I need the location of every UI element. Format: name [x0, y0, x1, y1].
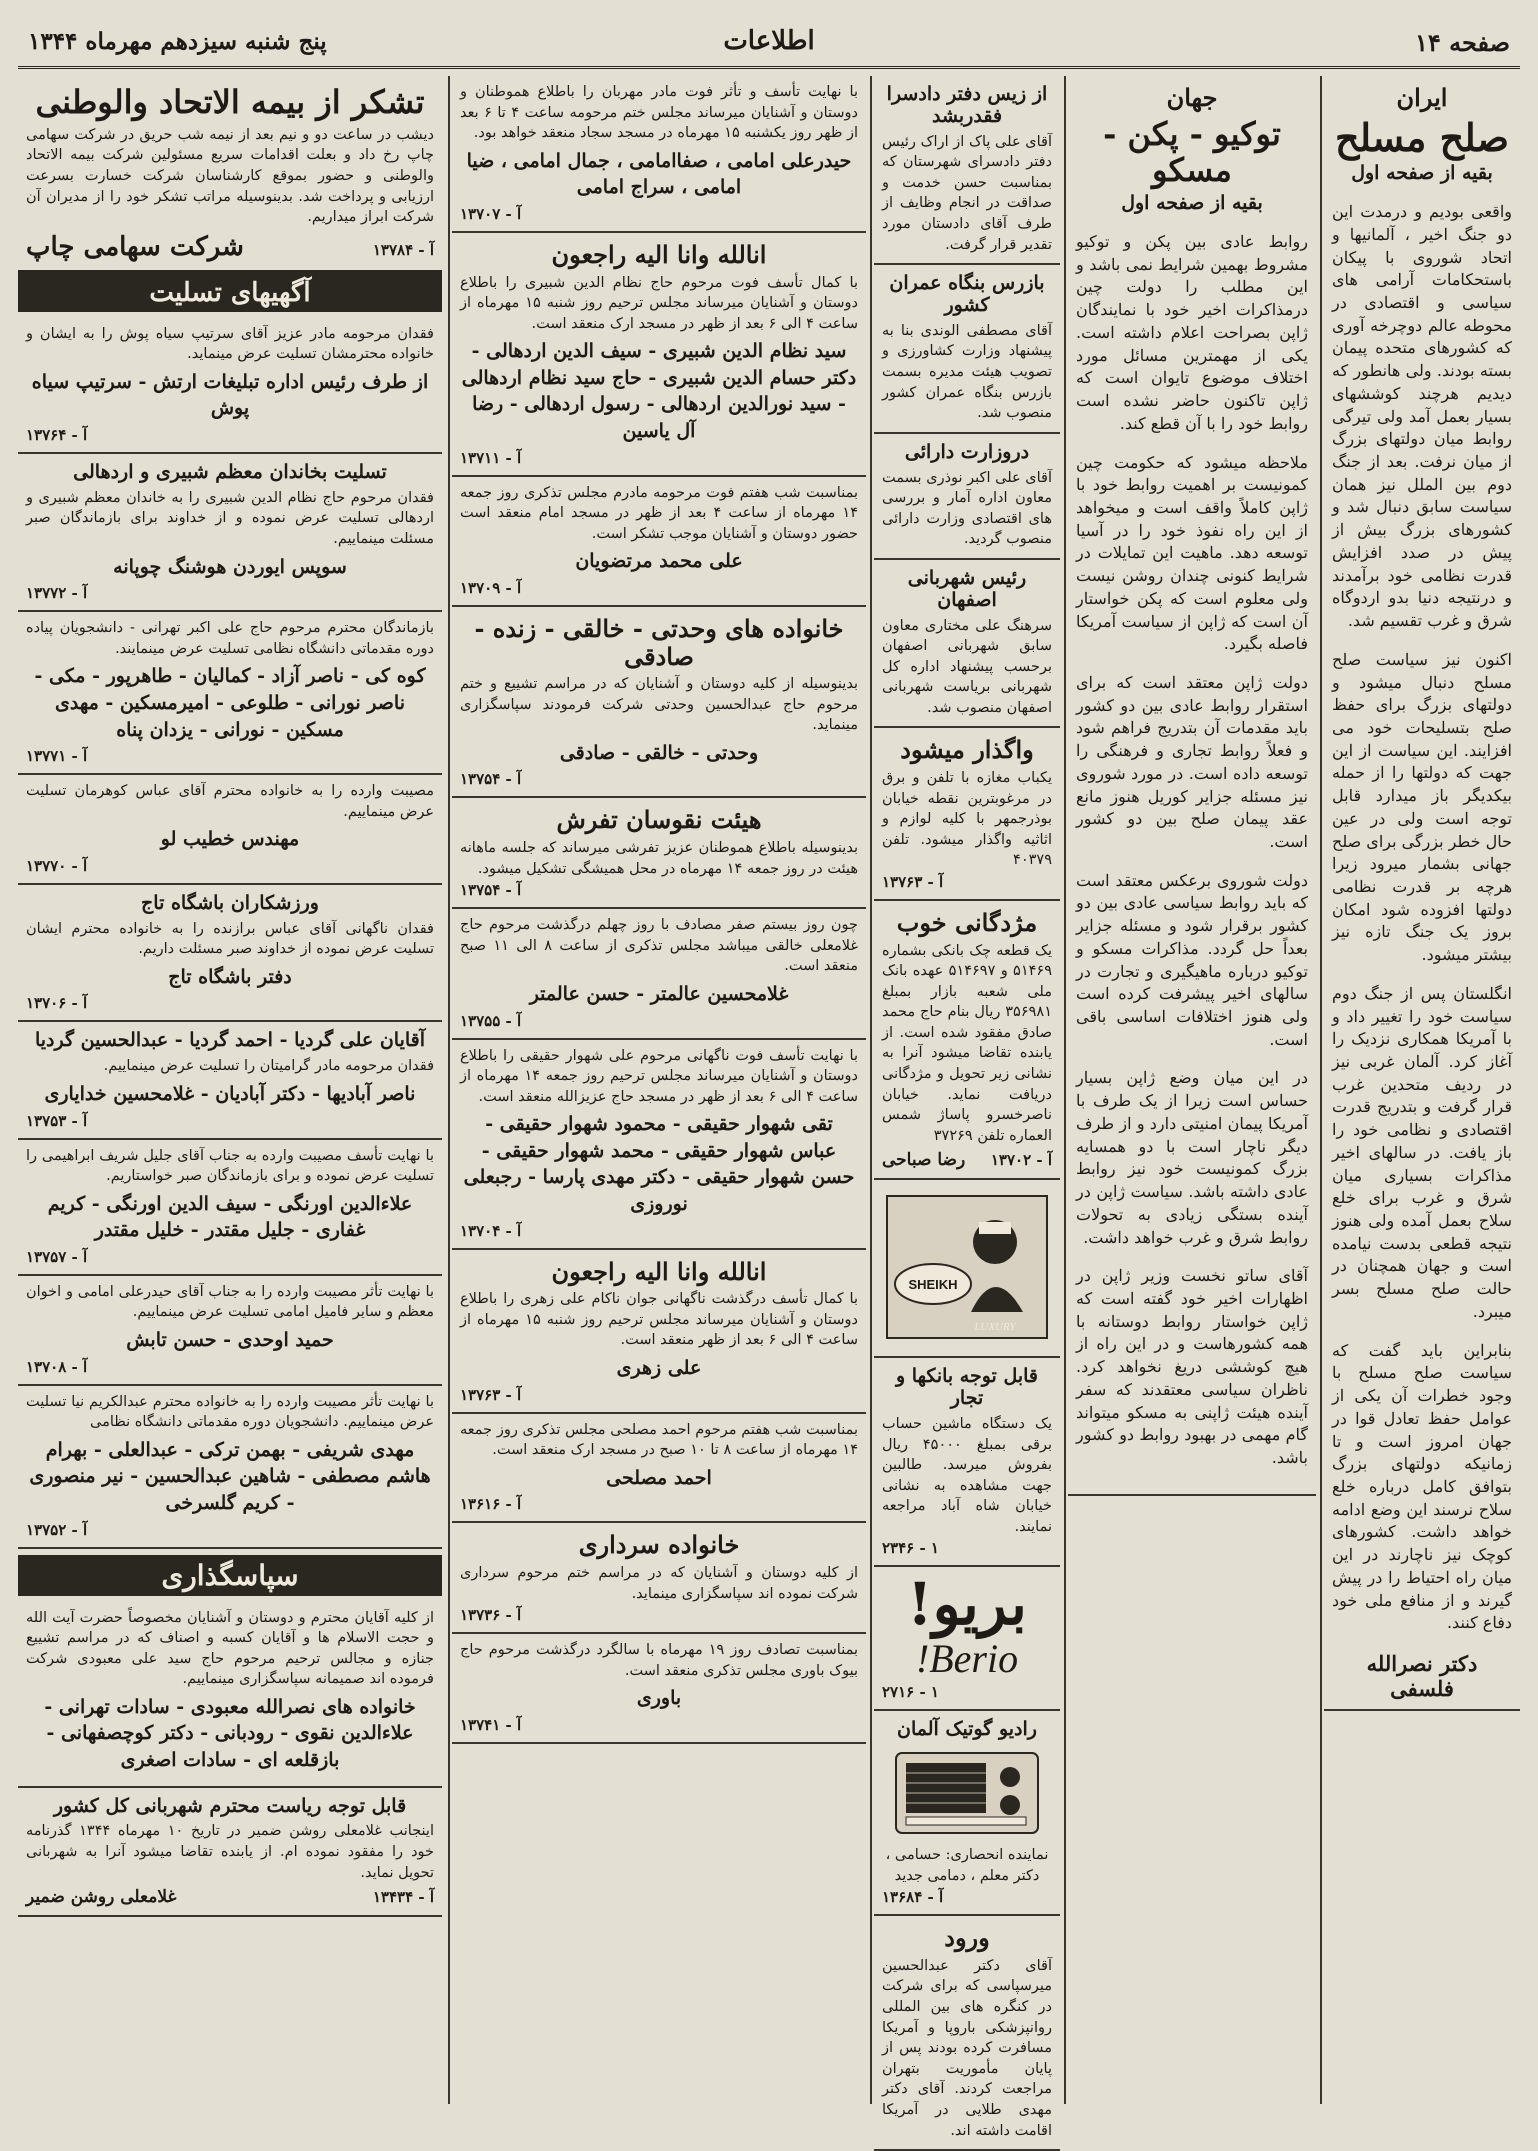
sepas-text: از کلیه آقایان محترم و دوستان و آشنایان مخصوصاً حضرت آیت الله و حجت الاسلام ها و آقایان کسبه و اصناف که در مراسم تشییع جنازه و مجالس ترحیم مرحوم حاج سید علی معبودی شرکت فرموده اند صمیمانه سپاسگزاری مینماییم. [26, 1609, 434, 1688]
ad-code: آ - ۱۳۷۶۳ [460, 1385, 522, 1404]
notice-text: مصیبت وارده را به خانواده محترم آقای عباس کوهرمان تسلیت عرض مینماییم. [26, 783, 434, 820]
notice-title: دروزارت دارائی [904, 440, 1030, 463]
notice-text: آقای علی اکبر نوذری بسمت معاون اداره آمار و بررسی های اقتصادی وزارت دارائی منصوب گردید. [882, 469, 1052, 548]
notice-text: چون روز بیستم صفر مصادف با روز چهلم درگذشت مرحوم حاج غلامعلی خالقی میباشد مجلس تذکری از ساعت ۸ الی ۱۱ صبح منعقد است. [460, 917, 858, 975]
notice-text: بمناسبت شب هفتم مرحوم احمد مصلحی مجلس تذکری روز جمعه ۱۴ مهرماه از ساعت ۸ تا ۱۰ صبح در مسجد ارک منعقد است. [460, 1421, 858, 1459]
ad-code: آ - ۱۳۷۵۷ [26, 1247, 88, 1266]
column-obituaries [452, 76, 866, 2104]
column-iran [1324, 76, 1520, 2104]
notice-title: خانواده های وحدتی - خالقی - زنده - صادقی [474, 613, 844, 671]
notice-signature: غلامعلی روشن ضمیر [26, 1887, 177, 1908]
notice-text: فقدان مرحوم حاج نظام الدین شبیری را به خاندان معظم شبیری و اردهالی تسلیت عرض نموده و از خداوند برای بازماندگان صبر مسئلت مینماییم. [26, 489, 434, 548]
ad-code: آ - ۱۳۶۱۶ [460, 1495, 522, 1514]
ad-code: آ - ۱۳۷۵۵ [460, 1011, 522, 1030]
notice-text: فقدان مرحومه مادر عزیز آقای سرتیپ سیاه پوش را به ایشان و خانواده محترمشان تسلیت عرض مینماید. [26, 325, 434, 363]
notice-title: ورزشکاران باشگاه تاج [141, 891, 319, 914]
article-paragraph: دولت ژاپن معتقد است که برای استقرار روابط عادی بین دو کشور باید مقدمات آن بتدریج فراهم شود و فعلاً روابط تجاری و فرهنگی را توسعه داده است. در مورد شوروی نیز مسئله جزایر کوریل هنوز مانع عقد پیمان صلح بین دو کشور است. [1076, 672, 1308, 851]
article-subhead: بقیه از صفحه اول [1351, 162, 1493, 185]
notice-signature: مهدی شریفی - بهمن ترکی - عبدالعلی - بهرام هاشم مصطفی - شاهین عبدالحسین - نیر منصوری - کریم گلسرخی [29, 1438, 431, 1514]
article-headline: توکیو - پکن - مسکو [1103, 114, 1281, 190]
ad-code: آ - ۱۳۴۳۴ [372, 1888, 434, 1907]
notice-text: آقای دکتر عبدالحسین میرسپاسی که برای شرکت در کنگره های بین المللی روانپزشکی باروپا و آمریکا مسافرت کرده بودند پس از پایان مأموریت بتهران مراجعت کردند. آقای دکتر مهدی طلایی در آمریکا اقامت داشته اند. [882, 1957, 1052, 2139]
notice-text: فقدان ناگهانی آقای عباس برازنده را به خانواده محترم ایشان تسلیت عرض نموده از خداوند صبر مسئلت داریم. [26, 920, 434, 958]
issue-date: پنج شنبه سیزدهم مهرماه ۱۳۴۴ [28, 28, 327, 55]
article-paragraph: بنابراین باید گفت که سیاست صلح مسلح با وجود خطرات آن یکی از عوامل حفظ تعادل قوا در جهان امروز است و تا زمانیکه دولتهای بزرگ بتوافق کامل درباره خلع سلاح نرسند این وضع ادامه خواهد داشت. کشورهای کوچک نیز ناچارند در این میان راه احتیاط را در پیش گیرند و از منافع ملی خود دفاع کنند. [1332, 1340, 1512, 1633]
ad-code: آ - ۱۳۷۷۱ [26, 747, 88, 766]
notice-text: سرهنگ علی مختاری معاون سابق شهربانی اصفهان برحسب پیشنهاد اداره کل شهربانی بریاست شهربانی اصفهان منصوب شد. [882, 617, 1052, 716]
notice-text: با نهایت تأسف فوت ناگهانی مرحوم علی شهوار حقیقی را باطلاع دوستان و آشنایان میرساند مجلس ترحیم روز جمعه ۱۴ مهرماه از ساعت ۴ الی ۶ بعد از ظهر در مسجد حاج عزیزالله منعقد است. [460, 1047, 859, 1105]
notice-text: بازماندگان محترم مرحوم حاج علی اکبر تهرانی - دانشجویان پیاده دوره مقدماتی دانشگاه نظامی تسلیت عرض مینمایند. [26, 620, 434, 657]
ad-code: ۲۳۴۶ - ۱ [882, 1539, 939, 1558]
column-rule [1064, 76, 1066, 2104]
notice-names: غلامحسین عالمتر - حسن عالمتر [529, 982, 789, 1005]
sepas-names: خانواده های نصرالله معبودی - سادات تهرانی - علاءالدین نقوی - رودبانی - دکتر کوچصفهانی - بازقلعه ای - سادات اصغری [44, 1695, 416, 1772]
masthead [18, 14, 1520, 69]
notice-title: قابل توجه ریاست محترم شهربانی کل کشور [53, 1794, 407, 1817]
condolence-banner: آگهیهای تسلیت [18, 274, 442, 312]
notice-title: از زیس دفتر دادسرا فقدربشد [886, 83, 1048, 127]
ad-code: آ - ۱۳۷۰۴ [460, 1221, 522, 1240]
notice-text: بدینوسیله باطلاع هموطنان عزیز تفرشی میرساند که جلسه ماهانه هیئت در روز جمعه ۱۴ مهرماه در محل همیشگی تشکیل میشود. [460, 840, 858, 877]
notice-text: با نهایت تأثر مصیبت وارده را به جناب آقای حیدرعلی امامی و اخوان معظم و سایر فامیل امامی تسلیت عرض مینماییم. [26, 1283, 434, 1321]
notice-text: از کلیه دوستان و آشنایان که در مراسم ختم مرحوم سرداری شرکت نموده اند سپاسگزاری مینماید. [460, 1564, 858, 1602]
notice-text: بمناسبت شب هفتم فوت مرحومه مادرم مجلس تذکری روز جمعه ۱۴ مهرماه از ساعت ۴ بعد از ظهر در مسجد امام منعقد است حضور دوستان و آشنایان موجب تشکر است. [460, 484, 858, 542]
ad-code: آ - ۱۳۷۴۱ [460, 1715, 522, 1734]
ad-code: آ - ۱۳۷۰۹ [460, 578, 522, 597]
column-condolences [18, 76, 442, 2104]
notice-title: ورود [944, 1923, 990, 1953]
condolence-item [18, 1386, 442, 1549]
notice-names: باوری [636, 1687, 682, 1710]
notice-signature: کوه کی - ناصر آزاد - کمالیان - طاهرپور - مکی - ناصر نورانی - طلوعی - امیرمسکین - مهدی مسکین - نورانی - یزدان پناه [34, 665, 426, 741]
obituary-notice [452, 76, 866, 233]
notice-text: بمناسبت تصادف روز ۱۹ مهرماه با سالگرد درگذشت مرحوم حاج بیوک باوری مجلس تذکری منعقد است. [460, 1642, 859, 1679]
ad-code: ۲۷۱۶ - ۱ [882, 1683, 939, 1702]
notice-names: علی محمد مرتضویان [575, 550, 743, 573]
obituary-notice [452, 607, 866, 799]
obituary-notice [452, 1414, 866, 1524]
ad-code: آ - ۱۳۷۱۱ [460, 448, 522, 467]
notice-text: با نهایت تأثر مصیبت وارده را به خانواده محترم عبدالکریم نیا تسلیت عرض مینماییم. دانشجویان دوره مقدماتی دانشگاه نظامی [26, 1393, 434, 1431]
notice-signature: حمید اوحدی - حسن تابش [126, 1329, 334, 1351]
notice-signature: سوپس ایوردن هوشنگ چوپانه [113, 555, 347, 578]
article-paragraph: در این میان وضع ژاپن بسیار حساس است زیرا از یک طرف با آمریکا پیمان امنیتی دارد و از طرف دیگر ناچار است با دو همسایه بزرگ کمونیست خود نیز روابط عادی داشته باشد. سیاست ژاپن در آینده بستگی زیادی به تحولات روابط شرق و غرب خواهد داشت. [1076, 1068, 1308, 1247]
notice-title: مژدگانی خوب [896, 907, 1038, 937]
obituary-notice [452, 909, 866, 1039]
thanks-text: دیشب در ساعت دو و نیم بعد از نیمه شب حریق در شرکت سهامی چاپ رخ داد و بعلت اقدامات سریع مسئولین شرکت بیمه الاتحاد والوطنی و حضور بموقع کارشناسان شرکت خسارت بسرعت ارزیابی و پرداخت شد. بدینوسیله مراتب تشکر خود را از مدیران آن شرکت ابراز میداریم. [26, 126, 434, 226]
notice-signature: علاءالدین اورنگی - سیف الدین اورنگی - کریم غفاری - جلیل مقتدر - خلیل مقتدر [47, 1192, 413, 1242]
ad-code: آ - ۱۳۷۵۲ [26, 1520, 88, 1539]
notice-text: آقای مصطفی الوندی بنا به پیشنهاد وزارت کشاورزی و تصویب هیئت مدیره بسمت بازرس بنگاه عمران کشور منصوب شد. [882, 322, 1052, 422]
notice-text: با نهایت تأسف مصیبت وارده به جناب آقای جلیل شریف ابراهیمی را تسلیت عرض نموده و برای بازماندگان صبر خواستاریم. [26, 1147, 434, 1185]
notice-names: سید نظام الدین شبیری - سیف الدین اردهالی - دکتر حسام الدین شبیری - حاج سید نظام اردهالی - سید نورالدین اردهالی - رسول اردهالی - رضا آل یاسین [461, 340, 857, 443]
notice-text: یک قطعه چک بانکی بشماره ۵۱۴۶۹ و ۵۱۴۶۹۷ عهده بانک ملی شعبه بازار بمبلغ ۳۵۶۹۸۱ ریال بنام حاج محمد صادق مفقود شده است. از یابنده تقاضا میشود آنرا به نشانی زیر تحویل و مژدگانی دریافت نماید. خیابان ناصرخسرو پاساژ شمس العماره تلفن ۳۷۲۶۹ [882, 942, 1052, 1144]
condolence-item [18, 318, 442, 454]
ad-code: آ - ۱۳۷۳۶ [460, 1606, 522, 1625]
obituary-notice [452, 477, 866, 607]
ad-code: آ - ۱۳۷۸۴ [372, 240, 434, 259]
obituary-notice [452, 1040, 866, 1250]
notice-title: آقایان علی گردیا - احمد گردیا - عبدالحسین گردیا [34, 1029, 426, 1052]
article-paragraph: اکنون نیز سیاست صلح مسلح دنبال میشود و دولتهای بزرگ برای حفظ صلح بتسلیحات خود می افزایند. این سیاست از این جهت که دولتها را از حمله بیکدیگر باز میدارد قابل توجه است ولی در عین حال خطر بزرگی برای صلح جهانی بشمار میرود زیرا هرچه بر قدرت نظامی دولتها افزوده شود امکان بروز یک جنگ تازه نیز بیشتر میشود. [1332, 649, 1512, 965]
column-notices [874, 76, 1060, 2139]
ad-code: آ - ۱۳۷۵۴ [460, 770, 522, 789]
notice-title: انالله وانا الیه راجعون [551, 1256, 767, 1286]
ad-code: آ - ۱۳۷۰۷ [460, 204, 522, 223]
notice-names: وحدتی - خالقی - صادقی [559, 741, 759, 764]
notice-signature: ناصر آبادیها - دکتر آبادیان - غلامحسین خدایاری [44, 1082, 416, 1105]
notice-names: تقی شهوار حقیقی - محمود شهوار حقیقی - عباس شهوار حقیقی - محمد شهوار حقیقی - حسن شهوار حقیقی - دکتر مهدی پارسا - رجبعلی نوروزی [463, 1113, 855, 1216]
article-paragraph: ملاحظه میشود که حکومت چین کمونیست بر اهمیت روابط خود با ژاپن کاملاً واقف است و میخواهد از این راه نفوذ خود را در آسیا توسعه دهد. ماهیت این تمایلات در شرایط کنونی چندان روشن نیست ولی معلوم است که پکن خواستار آن است که ژاپن از سیاست آمریکا فاصله بگیرد. [1076, 452, 1308, 654]
notice-names: علی زهری [616, 1356, 702, 1379]
thanks-signature: شرکت سهامی چاپ [26, 231, 244, 262]
berio-ad-title-en: Berio! [915, 1636, 1019, 1682]
article-paragraph: آقای ساتو نخست وزیر ژاپن در اظهارات اخیر خود گفته است که ژاپن خواستار روابط دوستانه با همه کشورهاست و در این راه از هیچ کوششی دریغ نخواهد کرد. ناظران سیاسی معتقدند که سفر آینده هیئت ژاپنی به مسکو میتواند گام مهمی در بهبود روابط دو کشور باشد. [1076, 1266, 1308, 1467]
ad-code: آ - ۱۳۶۸۴ [882, 1888, 944, 1907]
obituary-notice [452, 1523, 866, 1634]
notice-title: بازرس بنگاه عمران کشور [889, 272, 1045, 316]
obituary-notice [452, 233, 866, 477]
notice-signature: از طرف رئیس اداره تبلیغات ارتش - سرتیپ سیاه پوش [31, 370, 429, 420]
column-world [1068, 76, 1316, 2104]
article-paragraph: روابط عادی بین پکن و توکیو مشروط بهمین شرایط نمی باشد و این مطلب را دولت چین درمذاکرات اخیر خود با نمایندگان ژاپن بصراحت اعلام داشته است. یکی از مهمترین مسائل مورد اختلاف موضوع تایوان است که ژاپن تاکنون حاضر نشده است روابط خود را با آن قطع کند. [1076, 232, 1308, 433]
ad-code: آ - ۱۳۷۰۶ [26, 994, 88, 1013]
ad-brand-name: SHEIKH [908, 1277, 958, 1293]
section-label-world: جهان [1166, 83, 1218, 112]
obituary-notice [452, 1250, 866, 1414]
ad-code: آ - ۱۳۷۷۲ [26, 584, 88, 603]
ad-code: آ - ۱۳۷۶۴ [26, 426, 88, 445]
notice-text: بدینوسیله از کلیه دوستان و آشنایان که در مراسم تشییع و ختم مرحوم حاج عبدالحسین وحدتی شرکت فرمودند سپاسگزاری مینماید. [460, 676, 858, 734]
page-number: صفحه ۱۴ [1414, 28, 1510, 57]
notice-title: قابل توجه بانکها و تجار [895, 1365, 1038, 1410]
condolence-item [18, 454, 442, 612]
notice-text: یک دستگاه ماشین حساب برقی بمبلغ ۴۵۰۰۰ ریال بفروش میرسد. طالبین جهت مشاهده به نشانی خیابان شاه آباد مراجعه نمایند. [882, 1416, 1052, 1535]
condolence-item [18, 1276, 442, 1386]
thanks-headline: تشکر از بیمه الاتحاد والوطنی [35, 83, 425, 121]
notice-text: آقای علی پاک از اراک رئیس دفتر دادسرای شهرستان که بمناسبت حسن خدمت و صداقت در انجام وظایف از طرف آقای دادستان مورد تقدیر قرار گرفت. [882, 133, 1052, 253]
condolence-item [18, 1140, 442, 1276]
notice-names: احمد مصلحی [606, 1466, 712, 1489]
notice-text: یکباب مغازه با تلفن و برق در مرغوبترین نقطه خیابان بوذرجمهر با کلیه لوازم و اثاثیه واگذار میشود. تلفن ۴۰۳۷۹ [882, 770, 1052, 869]
column-rule [1320, 76, 1322, 2104]
berio-ad-title-fa: بریو! [907, 1570, 1027, 1639]
ad-code: آ - ۱۳۷۵۳ [26, 1111, 88, 1130]
notice-signature: دفتر باشگاه تاج [168, 965, 292, 988]
article-headline: صلح مسلح [1335, 114, 1509, 160]
notice-title: رئیس شهربانی اصفهان [907, 566, 1027, 611]
article-paragraph: واقعی بودیم و درمدت این دو جنگ اخیر ، آلمانیها و اتحاد شوروی با پیکان باستحکامات آرامی های سیاسی و اقتصادی در محوطه عالم دوچرخه آوری که کشورهای متحده پیمان بسته بودند. ولی هانطور که دیدیم هرچند کوششهای بسیار بعمل آمد ولی تیرگی روابط میان دولتهای بزرگ از میان نرفت. بعد از جنگ دوم بین الملل نیز همان سیاست سابق دنبال شد و کشورهای بزرگ بیش از پیش در صدد افزایش قدرت نظامی خود برآمدند و درنتیجه دنیا بدو اردوگاه شرق و غرب تقسیم شد. [1332, 202, 1512, 631]
article-paragraph: انگلستان پس از جنگ دوم سیاست خود را تغییر داد و با آمریکا همکاری نزدیک را آغاز کرد. آلمان غربی نیز در ردیف متحدین غرب قرار گرفت و بتدریج قدرت اقتصادی و نظامی خود را باز یافت. در سالهای اخیر مذاکرات بسیاری میان شرق و غرب برای خلع سلاح بعمل آمده ولی هنوز نتیجه قطعی بدست نیامده است و جهان همچنان در حالت صلح مسلح بسر میبرد. [1332, 983, 1512, 1321]
notice-names: حیدرعلی امامی ، صفاامامی ، جمال امامی ، ضیا امامی ، سراج امامی [466, 149, 852, 199]
thanks-banner: سپاسگذاری [18, 1555, 442, 1596]
ad-code: آ - ۱۳۷۵۴ [460, 881, 522, 900]
radio-ad-title: رادیو گوتیک آلمان [897, 1718, 1037, 1741]
notice-signature: رضا صباحی [882, 1150, 966, 1171]
notice-text: فقدان مرحومه مادر گرامیتان را تسلیت عرض مینماییم. [103, 1058, 434, 1075]
notice-text: اینجانب غلامعلی روشن ضمیر در تاریخ ۱۰ مهرماه ۱۳۴۴ گذرنامه خود را مفقود نموده ام. از یابنده تقاضا میشود آنرا به شهربانی تحویل نماید. [26, 1823, 434, 1881]
obituary-notice [452, 798, 866, 909]
condolence-item [18, 1022, 442, 1139]
ad-code: آ - ۱۳۷۶۳ [882, 872, 944, 891]
notice-title: خانواده سرداری [578, 1530, 740, 1560]
radio-ad-text: نماینده انحصاری: حسامی ، دکتر معلم ، دمامی جدید [885, 1847, 1049, 1884]
condolence-item [18, 885, 442, 1023]
article-paragraph: دولت شوروی برعکس معتقد است که باید روابط سیاسی عادی بین دو کشور برقرار شود و مسئله جزایر بعداً حل گردد. مذاکرات مسکو و توکیو درباره ماهیگیری و تجارت در سالهای اخیر پیشرفت کرده است ولی هنوز اختلافات اساسی باقی است. [1076, 870, 1308, 1049]
section-label-iran: ایران [1396, 83, 1448, 112]
ad-code: آ - ۱۳۷۷۰ [26, 856, 88, 875]
newspaper-page [18, 14, 1520, 2139]
notice-text: با نهایت تأسف و تأثر فوت مادر مهربان را باطلاع هموطنان و دوستان و آشنایان میرساند مجلس ختم مرحومه ساعت ۴ تا ۶ بعد از ظهر روز یکشنبه ۱۵ مهرماه در مسجد سجاد منعقد خواهد بود. [460, 84, 859, 142]
article-signature: دکتر نصرالله فلسفی [1366, 1650, 1478, 1701]
ad-code: آ - ۱۳۷۰۲ [990, 1151, 1052, 1170]
notice-text: با کمال تأسف درگذشت ناگهانی جوان ناکام علی زهری را باطلاع دوستان و آشنایان میرساند مجلس ترحیم روز شنبه ۱۵ مهرماه از ساعت ۴ الی ۶ بعد از ظهر منعقد است. [460, 1291, 859, 1349]
notice-title: انالله وانا الیه راجعون [551, 239, 767, 269]
column-rule [870, 76, 872, 2104]
notice-text: با کمال تأسف فوت مرحوم حاج نظام الدین شبیری را باطلاع دوستان و آشنایان میرساند مجلس ترحیم روز شنبه ۱۵ مهرماه از ساعت ۴ الی ۶ بعد از ظهر در مسجد ارک منعقد است. [460, 274, 859, 332]
condolence-item [18, 612, 442, 775]
notice-signature: مهندس خطیب لو [160, 828, 300, 851]
condolence-item [18, 775, 442, 885]
radio-icon [892, 1747, 1042, 1839]
article-subhead: بقیه از صفحه اول [1121, 192, 1263, 215]
notice-title: تسلیت بخاندان معظم شبیری و اردهالی [73, 461, 387, 484]
paper-name: اطلاعات [723, 26, 815, 56]
ad-code: آ - ۱۳۷۰۸ [26, 1357, 88, 1376]
ad-brand-sub: LUXURY [974, 1321, 1016, 1334]
sheikh-cigarette-ad-image [883, 1192, 1051, 1342]
notice-title: هیئت نقوسان تفرش [556, 805, 762, 835]
obituary-notice [452, 1634, 866, 1744]
notice-title: واگذار میشود [900, 735, 1034, 765]
column-rule [448, 76, 450, 2104]
